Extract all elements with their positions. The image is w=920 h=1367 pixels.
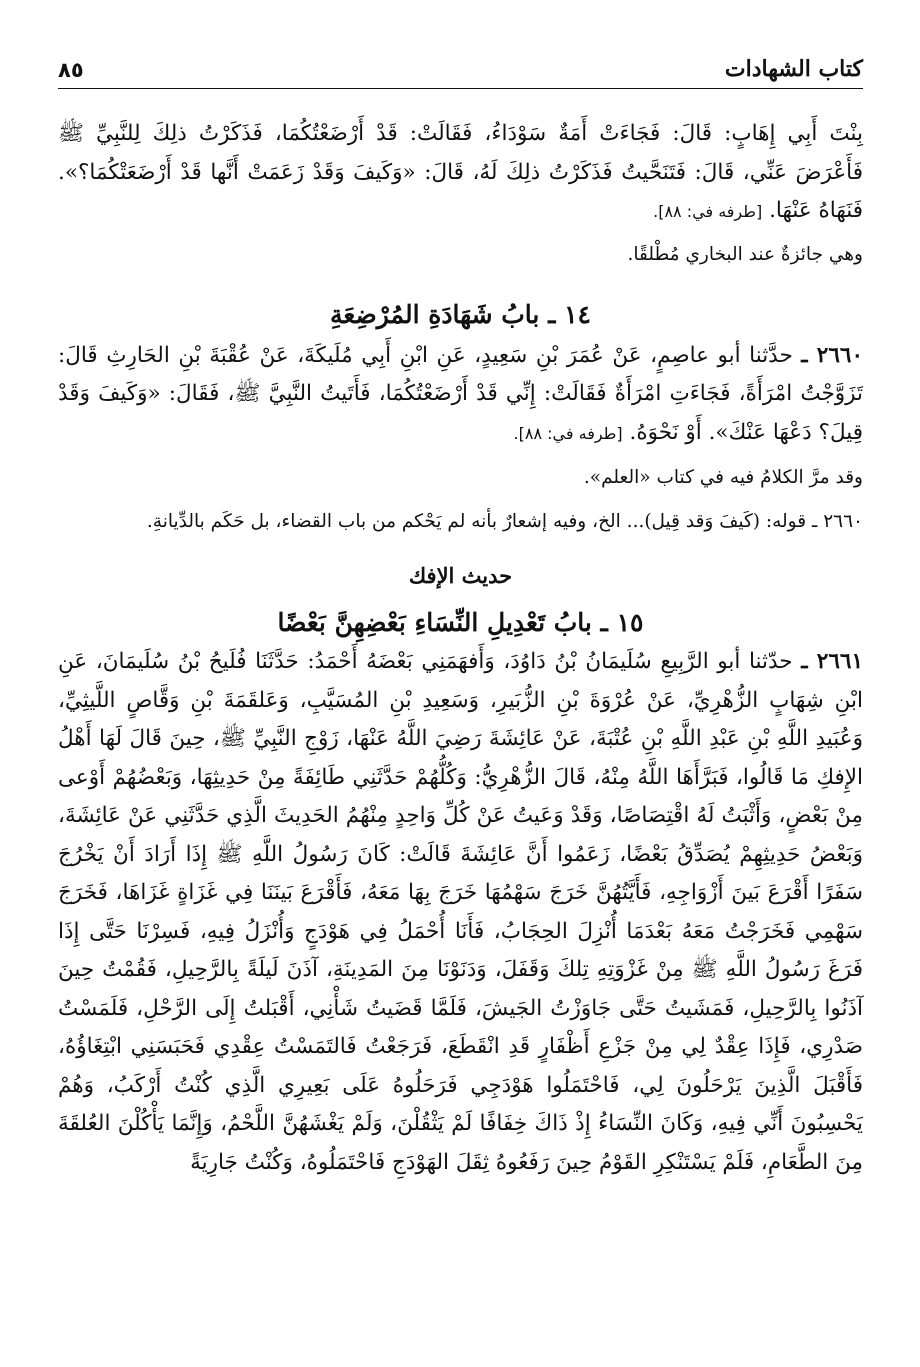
commentary: وقد مرَّ الكلامُ فيه في كتاب «العلم». (583, 467, 863, 488)
hadith-text: حدّثنا أبو الرَّبِيعِ سُلَيمَانُ بْنُ دَاوُدَ، وَأَفهَمَنِي بَعْضَهُ أَحْمَدُ: حَدَّثَنَا فُلَيحُ بْنُ سُلَيمَانَ، عَنِ ابْنِ شِهَابٍ الزُّهْرِيِّ، عَنْ عُرْوَةَ بْنِ الزُّبَيرِ، وَسَعِيدِ بْنِ المُسَيَّبِ، وَعَلقَمَةَ بْنِ وَقَّاصٍ اللَّيثِيِّ، وَعُبَيدِ اللَّهِ بْنِ عَبْدِ اللَّهِ بْنِ عُتْبَةَ، عَنْ عَائِشَةَ رَضِيَ اللَّهُ عَنْهَا، زَوْجِ النَّبِيِّ ﷺ، حِينَ قَالَ لَهَا أَهْلُ الإِفكِ مَا قَالُوا، فَبَرَّأَهَا اللَّهُ مِنْهُ، قَالَ الزُّهْرِيُّ: وَكُلُّهُمْ حَدَّثَنِي طَائِفَةً مِنْ حَدِيثِهَا، وَبَعْضُهُمْ أَوْعى مِنْ بَعْضٍ، وَأَثْبَتُ لَهُ اقْتِصَاصًا، وَقَدْ وَعَيتُ عَنْ كُلِّ وَاحِدٍ مِنْهُمُ الحَدِيثَ الَّذِي حَدَّثَنِي عَنْ عَائِشَةَ، وَبَعْضُ حَدِيثِهِمْ يُصَدِّقُ بَعْضًا، زَعَمُوا أَنَّ عَائِشَةَ قَالَتْ: كَانَ رَسُولُ اللَّهِ ﷺ إِذَا أَرَادَ أَنْ يَخْرُجَ سَفَرًا أَقْرَعَ بَينَ أَزْوَاجِهِ، فَأَيَّتُهُنَّ خَرَجَ سَهْمُهَا خَرَجَ بِهَا مَعَهُ، فَأَقْرَعَ بَينَنَا فِي غَزَاةٍ غَزَاهَا، فَخَرَجَ سَهْمِي فَخَرَجْتُ مَعَهُ بَعْدَمَا أُنْزِلَ الحِجَابُ، فَأَنَا أُحْمَلُ فِي هَوْدَجٍ وَأُنْزَلُ فِيهِ، فَسِرْنَا حَتَّى إِذَا فَرَغَ رَسُولُ اللَّهِ ﷺ مِنْ غَزْوَتِهِ تِلكَ وَقَفَلَ، وَدَنَوْنَا مِنَ المَدِينَةِ، آذَنَ لَيلَةً بِالرَّحِيلِ، فَقُمْتُ حِينَ آذَنُوا بِالرَّحِيلِ، فَمَشَيتُ حَتَّى جَاوَزْتُ الجَيشَ، فَلَمَّا قَضَيتُ شَأْنِي، أَقْبَلتُ إِلَى الرَّحْلِ، فَلَمَسْتُ صَدْرِي، فَإِذَا عِقْدٌ لِي مِنْ جَزْعِ أَظْفَارٍ قَدِ انْقَطَعَ، فَرَجَعْتُ فَالتَمَسْتُ عِقْدِي فَحَبَسَنِي ابْتِغَاؤُهُ، فَأَقْبَلَ الَّذِينَ يَرْحَلُونَ لِي، فَاحْتَمَلُوا هَوْدَجِي فَرَحَلُوهُ عَلَى بَعِيرِي الَّذِي كُنْتُ أَرْكَبُ، وَهُمْ يَحْسِبُونَ أَنِّي فِيهِ، وَكَانَ النِّسَاءُ إِذْ ذَاكَ خِفَافًا لَمْ يَثْقُلْنَ، وَلَمْ يَغْشَهُنَّ اللَّحْمُ، وَإِنَّمَا يَأْكُلْنَ العُلقَةَ مِنَ الطَّعَامِ، فَلَمْ يَسْتَنْكِرِ القَوْمُ حِينَ رَفَعُوهُ ثِقَلَ الهَوْدَجِ فَاحْتَمَلُوهُ، وَكُنْتُ جَارِيَةً (58, 649, 863, 1175)
page-number: ٨٥ (58, 58, 84, 82)
hadith-number: ٢٦٦١ ـ (801, 649, 863, 674)
commentary: ٢٦٦٠ ـ قوله: (كَيفَ وَقد قِيل)... الخ، وفيه إشعارٌ بأنه لم يَحْكم من باب القضاء، بل حَكَم بالدِّيانةِ. (146, 511, 863, 532)
running-header (58, 52, 863, 89)
previous-hadith-tail (58, 115, 863, 232)
hadith-text: حدَّثنا أبو عاصِمٍ، عَنْ عُمَرَ بْنِ سَعِيدٍ، عَنِ ابْنِ أَبِي مُلَيكَةَ، عَنْ عُقْبَةَ بْنِ الحَارِثِ قَالَ: تَزَوَّجْتُ امْرَأَةً، فَجَاءَتِ امْرَأَةٌ فَقَالَتْ: إِنِّي قَدْ أَرْضَعْتُكُمَا، فَأَتَيتُ النَّبِيَّ ﷺ، فَقَالَ: «وَكَيفَ وَقَدْ قِيلَ؟ دَعْهَا عَنْكَ». أَوْ نَحْوَهُ. (58, 342, 863, 445)
sub-heading: حديث الإفك (408, 563, 513, 588)
chapter-title-15: ١٥ ـ بابُ تَعْدِيلِ النِّسَاءِ بَعْضِهِنَّ بَعْضًا (277, 608, 644, 637)
chapter-title-14: ١٤ ـ بابُ شَهَادَةِ المُرْضِعَةِ (330, 299, 591, 329)
hadith-number: ٢٦٦٠ ـ (801, 342, 863, 368)
book-title: كتاب الشهادات (724, 56, 863, 82)
tarf-reference: [طرفه في: ٨٨]. (653, 202, 763, 221)
tarf-reference: [طرفه في: ٨٨]. (513, 423, 623, 443)
book-page (58, 52, 863, 1182)
hadith-text: بِنْتَ أَبِي إِهَابٍ: قَالَ: فَجَاءَتْ أَمَةٌ سَوْدَاءُ، فَقَالَتْ: قَدْ أَرْضَعْتُكُمَا، فَذَكَرْتُ ذلِكَ لِلنَّبِيِّ ﷺ فَأَعْرَضَ عَنِّي، قَالَ: فَتَنَحَّيتُ فَذَكَرْتُ ذلِكَ لَهُ، قَالَ: «وَكَيفَ وَقَدْ زَعَمَتْ أَنَّها قَدْ أَرْضَعَتْكُمَا؟». فَنَهَاهُ عَنْهَا. (58, 121, 864, 223)
hadith-2661 (58, 643, 863, 1182)
commentary: وهي جائزةٌ عند البخاري مُطْلقًا. (627, 243, 863, 265)
hadith-2660 (58, 337, 863, 454)
